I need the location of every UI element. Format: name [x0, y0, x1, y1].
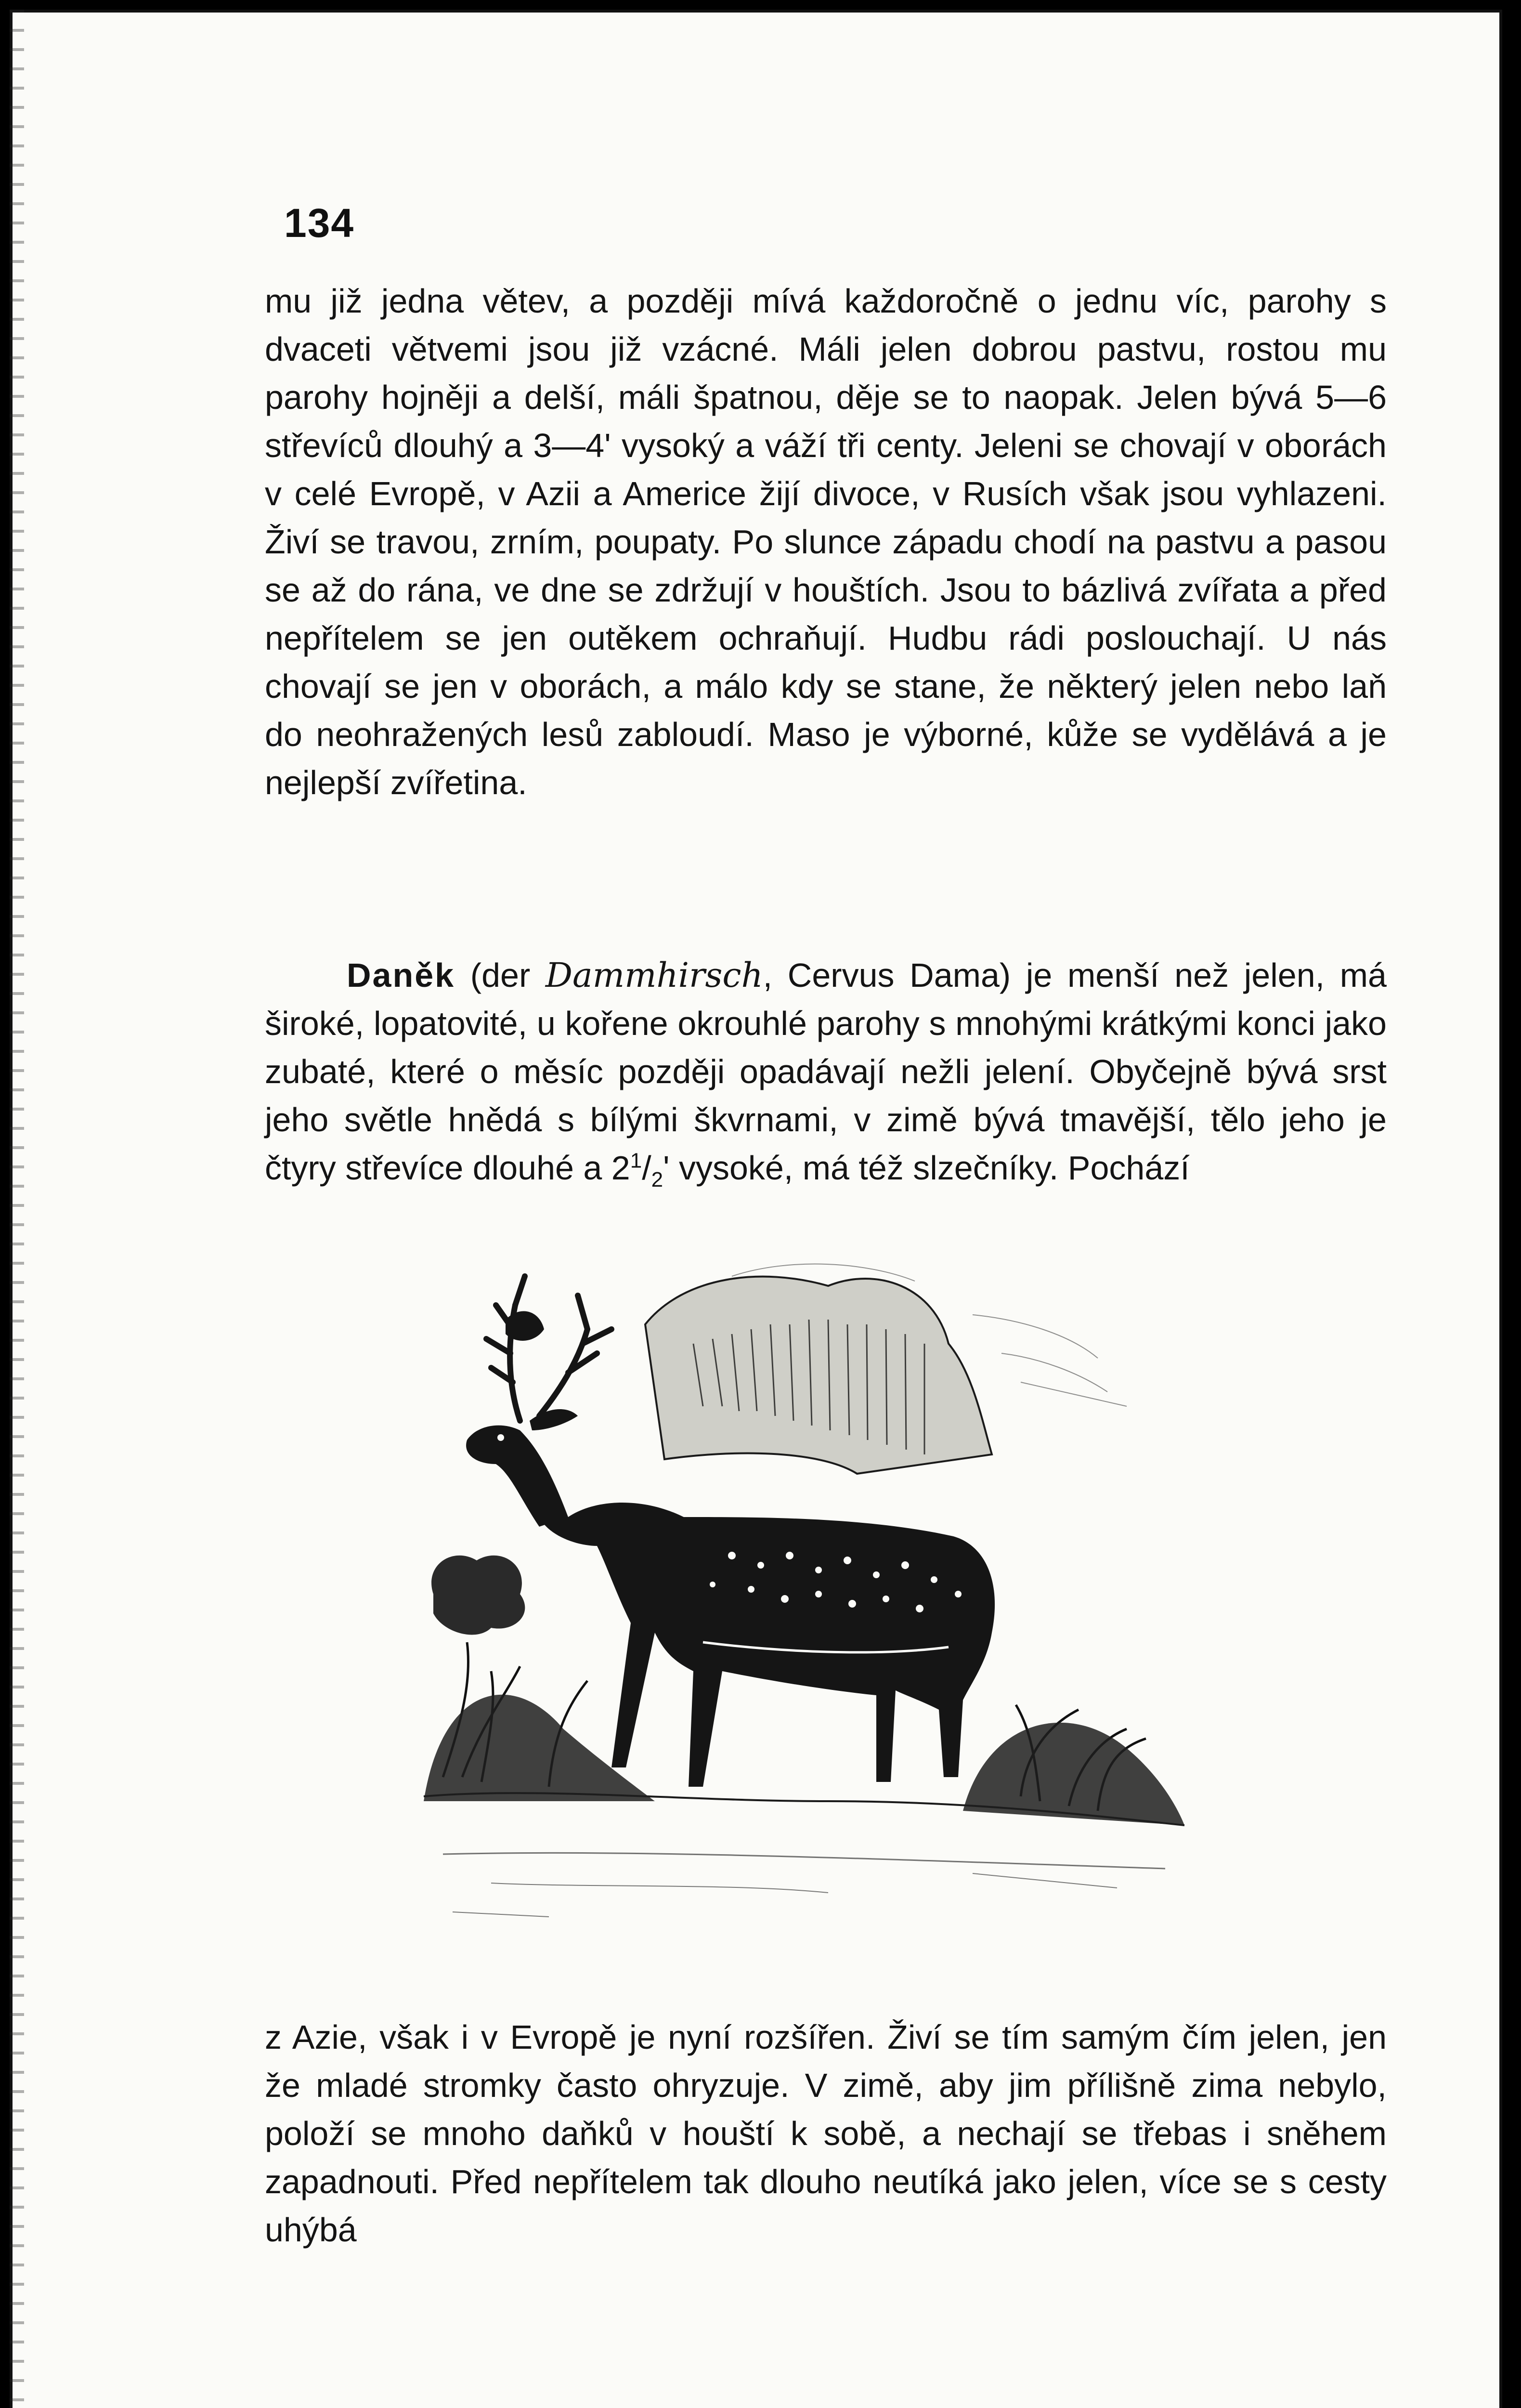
binding-edge	[10, 10, 24, 2408]
text-block-bottom	[265, 2013, 1387, 2254]
paragraph-origin: z Azie, však i v Evropě je nyní rozšířen. Živí se tím samým čím jelen, jen že mladé stromky často ohryzuje. V zimě, aby jim přílišně zima nebylo, položí se mnoho daňků v houští k sobě, a nechají se třebas i sněhem zapadnouti. Před nepřítelem tak dlouho neutíká jako jelen, více se s cesty uhýbá	[265, 2018, 1387, 2249]
paragraph-continued: mu již jedna větev, a později mívá každoročně o jednu víc, parohy s dvaceti větvemi jsou již vzácné. Máli jelen dobrou pastvu, rostou mu parohy hojněji a delší, máli špatnou, děje se to naopak. Jelen bývá 5—6 střevíců dlouhý a 3—4' vysoký a váží tři centy. Jeleni se chovají v oborách v celé Evropě, v Azii a Americe žijí divoce, v Rusích však jsou vyhlazeni. Živí se travou, zrním, poupaty. Po slunce západu chodí na pastvu a pasou se až do rána, ve dne se zdržují v houštích. Jsou to bázlivá zvířata a před nepřítelem se jen outěkem ochraňují. Hudbu rádi poslouchají. U nás chovají se jen v oborách, a málo kdy se stane, že některý jelen nebo laň do neohražených lesů zabloudí. Maso je výborné, kůže se vydělává a je nejlepší zvířetina.	[265, 282, 1387, 801]
fraction-denominator: 2	[651, 1168, 663, 1191]
fallow-deer-illustration	[395, 1247, 1204, 1989]
scanned-page	[10, 10, 1502, 2408]
fraction-numerator: 1	[630, 1149, 642, 1173]
text-block-middle	[265, 951, 1387, 1192]
paragraph-danek-end: ' vysoké, má též slzečníky. Pochází	[663, 1149, 1190, 1187]
text-block-top	[265, 277, 1387, 807]
term-danek: Daněk	[347, 956, 455, 994]
paragraph-danek-body: , Cervus Dama) je menší než jelen, má široké, lopatovité, u kořene okrouhlé parohy s mnohými krátkými konci jako zubaté, které o měsíc později opadávají nežli jelení. Obyčejně bývá srst jeho světle hnědá s bílými škvrnami, v zimě bývá tmavější, tělo jeho je čtyry střevíce dlouhé a	[265, 956, 1387, 1187]
german-name: Dammhirsch	[545, 955, 763, 995]
page-number: 134	[284, 200, 355, 246]
paragraph-danek: Daněk (der Dammhirsch, Cervus Dama) je menší než jelen, má široké, lopatovité, u kořene okrouhlé parohy s mnohými krátkými konci jako zubaté, které o měsíc později opadávají nežli jelení. Obyčejně bývá srst jeho světle hnědá s bílými škvrnami, v zimě bývá tmavější, tělo jeho je čtyry střevíce dlouhé a $2^1/_2'$ vysoké, má též slzečníky. Pochází	[265, 955, 1387, 1191]
german-open: (der	[470, 956, 546, 994]
fraction-whole: 2	[611, 1149, 630, 1187]
